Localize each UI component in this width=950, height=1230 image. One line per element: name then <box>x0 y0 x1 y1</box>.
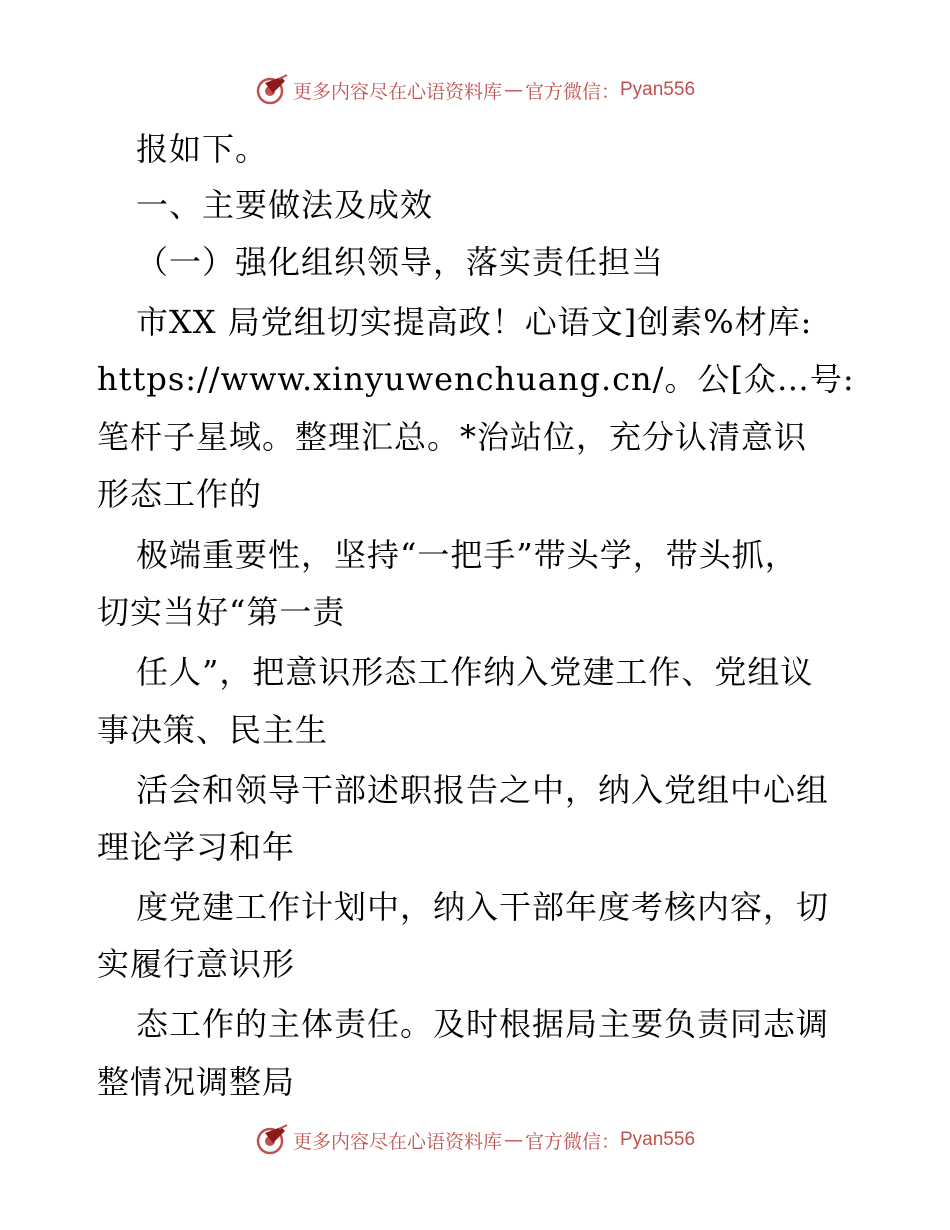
body-line: 形态工作的 <box>97 475 263 513</box>
body-line: 报如下。 <box>136 130 269 168</box>
wechat-label: 官方微信： <box>524 80 620 103</box>
body-line: 度党建工作计划中，纳入干部年度考核内容，切 <box>136 888 830 926</box>
subsection-heading: （一）强化组织领导，落实责任担当 <box>136 243 665 281</box>
body-line: 理论学习和年 <box>97 828 296 866</box>
body-line: 任人”，把意识形态工作纳入党建工作、党组议 <box>136 653 814 691</box>
body-line: 活会和领导干部述职报告之中，纳入党组中心组 <box>136 771 830 809</box>
body-line: 切实当好“第一责 <box>97 593 346 631</box>
wechat-label: 官方微信： <box>524 1130 620 1153</box>
body-line: 事决策、民主生 <box>97 711 329 749</box>
wechat-id: Pyan556 <box>620 79 696 100</box>
logo-icon <box>255 1123 289 1157</box>
body-line: 极端重要性，坚持“一把手”带头学，带头抓， <box>136 536 798 574</box>
section-heading: 一、主要做法及成效 <box>136 186 434 224</box>
footer-banner <box>0 1120 950 1160</box>
banner-text: 更多内容尽在心语资料库 <box>292 80 502 103</box>
body-line: 实履行意识形 <box>97 945 296 983</box>
body-line: 态工作的主体责任。及时根据局主要负责同志调 <box>136 1005 830 1043</box>
body-line: 市XX 局党组切实提高政！心语文]创素%材库: <box>136 303 813 341</box>
banner-text: 更多内容尽在心语资料库 <box>292 1130 502 1153</box>
body-line: 整情况调整局 <box>97 1063 296 1101</box>
banner-separator: — <box>503 79 523 101</box>
banner-separator: — <box>503 1129 523 1151</box>
body-line: 笔杆子星域。整理汇总。*治站位，充分认清意识 <box>97 418 808 456</box>
body-line: https://www.xinyuwenchuang.cn/。公[众…号: <box>97 360 855 398</box>
wechat-id: Pyan556 <box>620 1129 696 1150</box>
